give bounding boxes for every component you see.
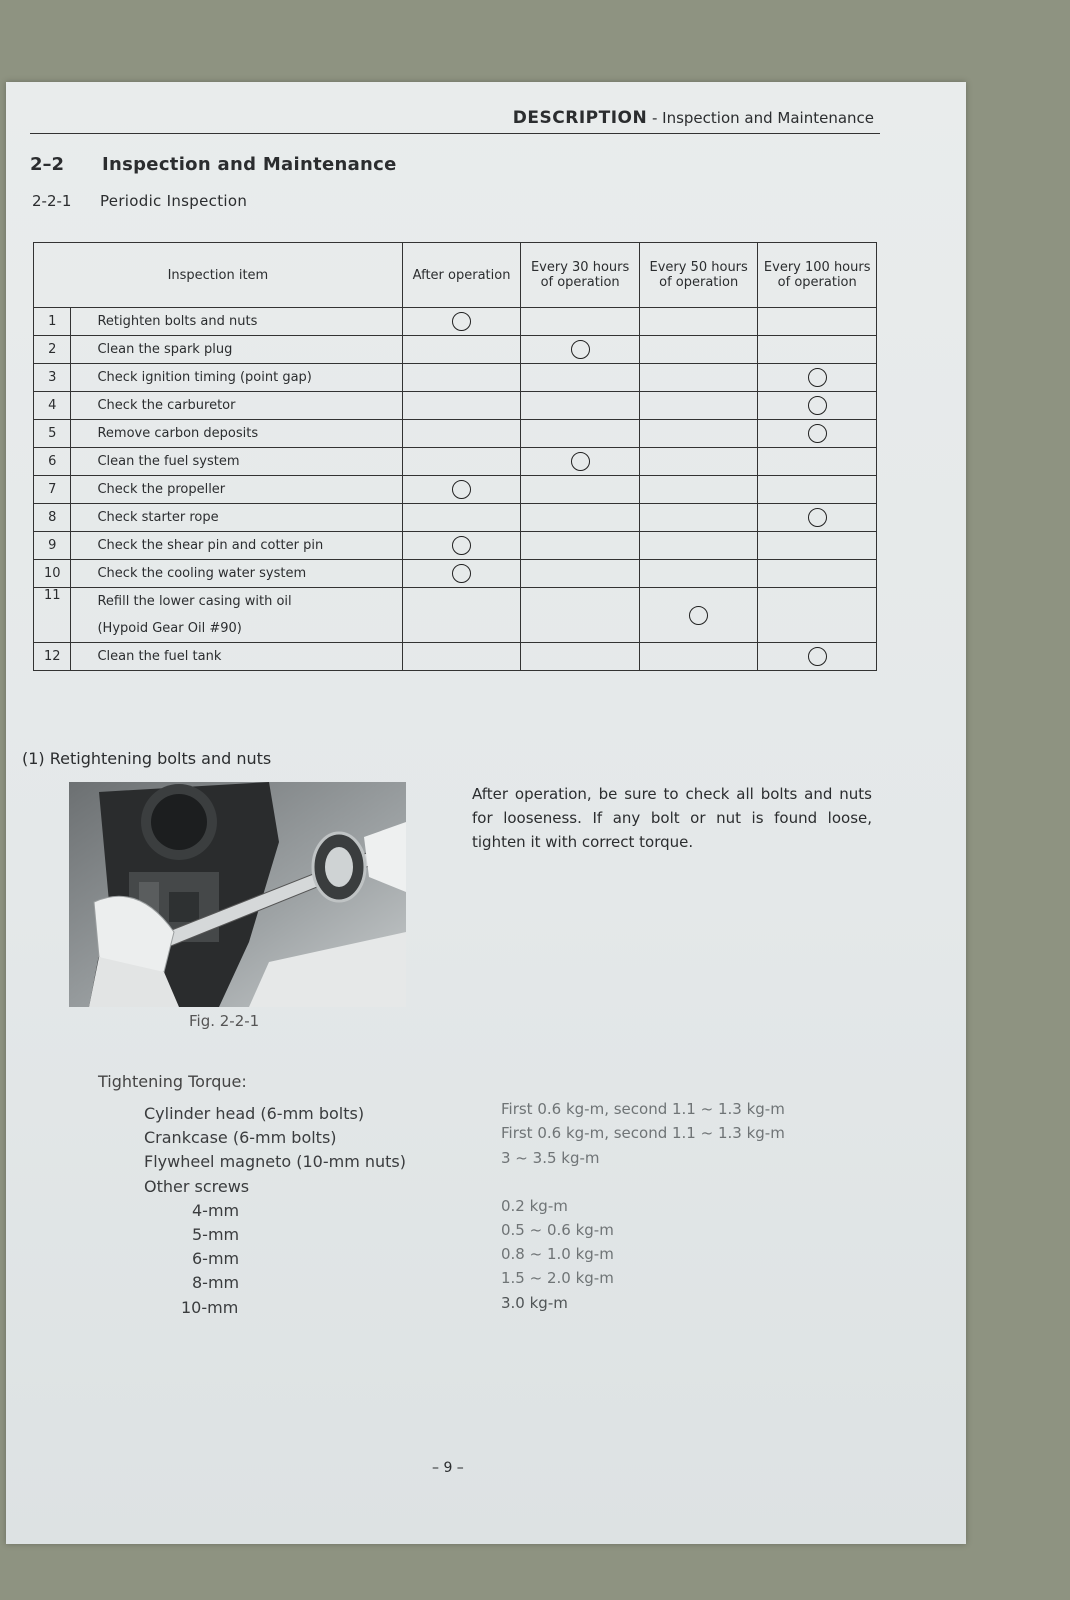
schedule-cell — [758, 308, 877, 336]
schedule-cell — [521, 532, 640, 560]
table-row — [34, 392, 877, 420]
table-row — [34, 448, 877, 476]
inspection-item-text: Clean the fuel system — [97, 454, 240, 469]
inspection-item-cell — [71, 336, 402, 364]
row-number: 8 — [34, 504, 71, 532]
table-row — [34, 560, 877, 588]
table-row — [34, 532, 877, 560]
inspection-item-note: (Hypoid Gear Oil #90) — [97, 621, 242, 636]
schedule-cell — [521, 448, 640, 476]
check-circle-icon — [571, 452, 590, 471]
row-number: 11 — [34, 588, 71, 643]
torque-value-crankcase: First 0.6 kg-m, second 1.1 ~ 1.3 kg-m — [501, 1124, 785, 1142]
schedule-cell — [639, 448, 758, 476]
schedule-cell — [639, 336, 758, 364]
schedule-cell — [402, 560, 521, 588]
schedule-cell — [639, 643, 758, 671]
schedule-cell — [639, 364, 758, 392]
torque-value-10mm: 3.0 kg-m — [501, 1294, 568, 1312]
check-circle-icon — [452, 536, 471, 555]
schedule-cell — [758, 336, 877, 364]
schedule-cell — [521, 476, 640, 504]
header-rule — [30, 133, 880, 134]
row-number: 6 — [34, 448, 71, 476]
inspection-item-cell — [71, 643, 402, 671]
schedule-cell — [402, 364, 521, 392]
schedule-cell — [521, 560, 640, 588]
torque-label-8mm: 8-mm — [192, 1273, 240, 1292]
section-number: 2–2 — [30, 154, 65, 175]
inspection-item-text: Check the carburetor — [97, 398, 236, 413]
subsection-title: Periodic Inspection — [100, 192, 248, 210]
row-number: 4 — [34, 392, 71, 420]
inspection-item-cell — [71, 448, 402, 476]
torque-value-4mm: 0.2 kg-m — [501, 1197, 568, 1215]
check-circle-icon — [452, 564, 471, 583]
inspection-item-text: Refill the lower casing with oil — [97, 594, 292, 609]
inspection-item-cell — [71, 364, 402, 392]
header-inspection-item: Inspection item — [34, 243, 403, 308]
torque-label-4mm: 4-mm — [192, 1201, 240, 1220]
section-title: Inspection and Maintenance — [102, 154, 397, 175]
schedule-cell — [521, 308, 640, 336]
inspection-item-cell — [71, 308, 402, 336]
schedule-cell — [639, 476, 758, 504]
check-circle-icon — [808, 647, 827, 666]
header-100-line2: of operation — [777, 275, 857, 290]
header-30-line2: of operation — [540, 275, 620, 290]
torque-value-flywheel: 3 ~ 3.5 kg-m — [501, 1149, 600, 1167]
inspection-item-text: Check the cooling water system — [97, 566, 307, 581]
inspection-item-text: Remove carbon deposits — [97, 426, 259, 441]
schedule-cell — [639, 588, 758, 643]
schedule-cell — [402, 336, 521, 364]
torque-label-10mm: 10-mm — [181, 1298, 239, 1317]
torque-label-crankcase: Crankcase (6-mm bolts) — [144, 1128, 337, 1147]
header-every-100-hours — [758, 243, 877, 308]
torque-value-cylinder-head: First 0.6 kg-m, second 1.1 ~ 1.3 kg-m — [501, 1100, 785, 1118]
subsection-number: 2-2-1 — [32, 192, 72, 210]
header-after-operation: After operation — [402, 243, 521, 308]
schedule-cell — [758, 643, 877, 671]
schedule-cell — [521, 504, 640, 532]
row-number: 3 — [34, 364, 71, 392]
table-row — [34, 364, 877, 392]
inspection-item-text: Check the shear pin and cotter pin — [97, 538, 324, 553]
torque-wrench-photo — [69, 782, 406, 1007]
schedule-cell — [521, 643, 640, 671]
torque-label-5mm: 5-mm — [192, 1225, 240, 1244]
schedule-cell — [758, 420, 877, 448]
schedule-cell — [521, 588, 640, 643]
figure-caption: Fig. 2-2-1 — [189, 1012, 260, 1030]
check-circle-icon — [689, 606, 708, 625]
row-number: 9 — [34, 532, 71, 560]
schedule-cell — [402, 448, 521, 476]
inspection-item-cell — [71, 532, 402, 560]
row-number: 5 — [34, 420, 71, 448]
inspection-item-cell — [71, 392, 402, 420]
schedule-cell — [639, 308, 758, 336]
schedule-cell — [521, 392, 640, 420]
header-50-line2: of operation — [659, 275, 739, 290]
table-row — [34, 588, 877, 643]
inspection-item-cell — [71, 420, 402, 448]
row-number: 12 — [34, 643, 71, 671]
row-number: 1 — [34, 308, 71, 336]
inspection-table — [33, 242, 877, 671]
inspection-item-text: Retighten bolts and nuts — [97, 314, 258, 329]
schedule-cell — [402, 532, 521, 560]
table-row — [34, 420, 877, 448]
schedule-cell — [402, 504, 521, 532]
schedule-cell — [521, 336, 640, 364]
header-section: DESCRIPTION — [512, 108, 648, 128]
inspection-item-text: Check the propeller — [97, 482, 226, 497]
table-row — [34, 336, 877, 364]
schedule-cell — [758, 448, 877, 476]
retightening-heading: (1) Retightening bolts and nuts — [22, 749, 272, 768]
torque-label-6mm: 6-mm — [192, 1249, 240, 1268]
row-number: 2 — [34, 336, 71, 364]
schedule-cell — [758, 476, 877, 504]
schedule-cell — [758, 504, 877, 532]
inspection-item-cell — [71, 560, 402, 588]
schedule-cell — [758, 588, 877, 643]
table-row — [34, 643, 877, 671]
schedule-cell — [758, 560, 877, 588]
schedule-cell — [402, 392, 521, 420]
schedule-cell — [402, 308, 521, 336]
table-row — [34, 308, 877, 336]
schedule-cell — [402, 588, 521, 643]
torque-value-5mm: 0.5 ~ 0.6 kg-m — [501, 1221, 614, 1239]
schedule-cell — [402, 476, 521, 504]
torque-value-8mm: 1.5 ~ 2.0 kg-m — [501, 1269, 614, 1287]
header-30-line1: Every 30 hours — [530, 260, 630, 275]
schedule-cell — [402, 420, 521, 448]
running-header — [513, 108, 874, 128]
inspection-item-cell — [71, 476, 402, 504]
schedule-cell — [639, 560, 758, 588]
check-circle-icon — [808, 396, 827, 415]
retightening-body: After operation, be sure to check all bolts and nuts for looseness. If any bolt or nut is found loose, tighten it with correct torque. — [472, 785, 872, 851]
torque-label-other-screws: Other screws — [144, 1177, 250, 1196]
schedule-cell — [521, 420, 640, 448]
page-number: – 9 – — [432, 1460, 464, 1476]
table-body — [34, 308, 877, 671]
header-50-line1: Every 50 hours — [649, 260, 748, 275]
schedule-cell — [639, 504, 758, 532]
header-subtitle: - Inspection and Maintenance — [651, 109, 874, 127]
torque-label-cylinder-head: Cylinder head (6-mm bolts) — [144, 1104, 365, 1123]
inspection-item-text: Check ignition timing (point gap) — [97, 370, 312, 385]
schedule-cell — [639, 532, 758, 560]
schedule-cell — [758, 364, 877, 392]
row-number: 7 — [34, 476, 71, 504]
torque-value-6mm: 0.8 ~ 1.0 kg-m — [501, 1245, 614, 1263]
inspection-item-cell — [71, 504, 402, 532]
check-circle-icon — [808, 368, 827, 387]
inspection-item-text: Clean the fuel tank — [97, 649, 222, 664]
check-circle-icon — [808, 508, 827, 527]
inspection-item-text: Check starter rope — [97, 510, 219, 525]
manual-page — [6, 82, 966, 1544]
torque-title: Tightening Torque: — [98, 1072, 247, 1091]
table-row — [34, 504, 877, 532]
check-circle-icon — [808, 424, 827, 443]
schedule-cell — [758, 532, 877, 560]
inspection-item-text: Clean the spark plug — [97, 342, 233, 357]
schedule-cell — [521, 364, 640, 392]
header-every-30-hours — [521, 243, 640, 308]
header-100-line1: Every 100 hours — [763, 260, 871, 275]
inspection-item-cell — [71, 588, 402, 643]
check-circle-icon — [452, 480, 471, 499]
table-row — [34, 476, 877, 504]
schedule-cell — [758, 392, 877, 420]
table-header-row — [34, 243, 877, 308]
schedule-cell — [639, 420, 758, 448]
check-circle-icon — [452, 312, 471, 331]
schedule-cell — [639, 392, 758, 420]
torque-label-flywheel: Flywheel magneto (10-mm nuts) — [144, 1152, 407, 1171]
header-every-50-hours — [639, 243, 758, 308]
row-number: 10 — [34, 560, 71, 588]
check-circle-icon — [571, 340, 590, 359]
schedule-cell — [402, 643, 521, 671]
